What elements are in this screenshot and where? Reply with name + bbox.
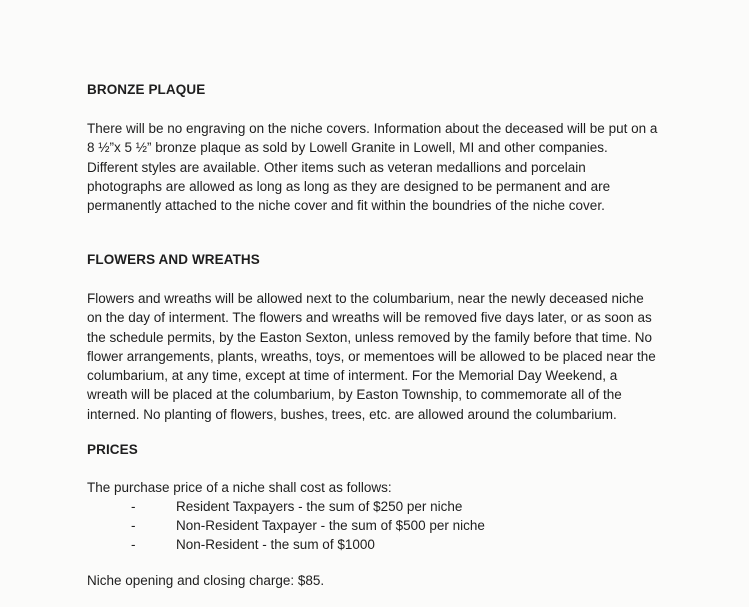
bronze-line-3: Different styles are available. Other items such as veteran medallions and porcelain bbox=[87, 159, 586, 175]
bronze-line-4: photographs are allowed as long as long as they are designed to be permanent and are bbox=[87, 178, 611, 194]
bronze-plaque-heading: BRONZE PLAQUE bbox=[87, 82, 206, 97]
bronze-line-5: permanently attached to the niche cover and fit within the boundries of the niche cover. bbox=[87, 198, 605, 214]
flowers-wreaths-paragraph bbox=[87, 289, 727, 424]
niche-charge-text: Niche opening and closing charge: $85. bbox=[87, 573, 325, 588]
flowers-line-5: columbarium, at any time, except at time of interment. For the Memorial Day Weekend, a bbox=[87, 368, 618, 384]
bronze-line-1: There will be no engraving on the niche covers. Information about the deceased will be put on a bbox=[87, 121, 658, 136]
flowers-line-3: the schedule permits, by the Easton Sexton, unless removed by the family before that time. No bbox=[87, 329, 653, 345]
bullet-dash: - bbox=[131, 537, 136, 552]
flowers-line-1: Flowers and wreaths will be allowed next to the columbarium, near the newly deceased niche bbox=[87, 291, 644, 306]
bullet-dash: - bbox=[131, 499, 136, 514]
prices-heading: PRICES bbox=[87, 442, 138, 457]
flowers-line-2: on the day of interment. The flowers and wreaths will be removed five days later, or as soon as bbox=[87, 310, 652, 326]
flowers-wreaths-heading: FLOWERS AND WREATHS bbox=[87, 252, 260, 267]
flowers-line-4: flower arrangements, plants, wreaths, toys, or mementoes will be allowed to be placed near the bbox=[87, 348, 656, 364]
price-item-text: Resident Taxpayers - the sum of $250 per niche bbox=[176, 499, 463, 514]
price-item-text: Non-Resident - the sum of $1000 bbox=[176, 537, 375, 552]
bronze-plaque-paragraph bbox=[87, 119, 727, 215]
flowers-line-6: wreath will be placed at the columbarium, by Easton Township, to commemorate all of the bbox=[87, 387, 622, 403]
price-item-text: Non-Resident Taxpayer - the sum of $500 per niche bbox=[176, 518, 485, 533]
flowers-line-7: interned. No planting of flowers, bushes, trees, etc. are allowed around the columbarium. bbox=[87, 406, 617, 422]
prices-intro: The purchase price of a niche shall cost as follows: bbox=[87, 480, 392, 495]
bullet-dash: - bbox=[131, 518, 136, 533]
bronze-line-2: 8 ½”x 5 ½” bronze plaque as sold by Lowell Granite in Lowell, MI and other companies. bbox=[87, 140, 608, 156]
